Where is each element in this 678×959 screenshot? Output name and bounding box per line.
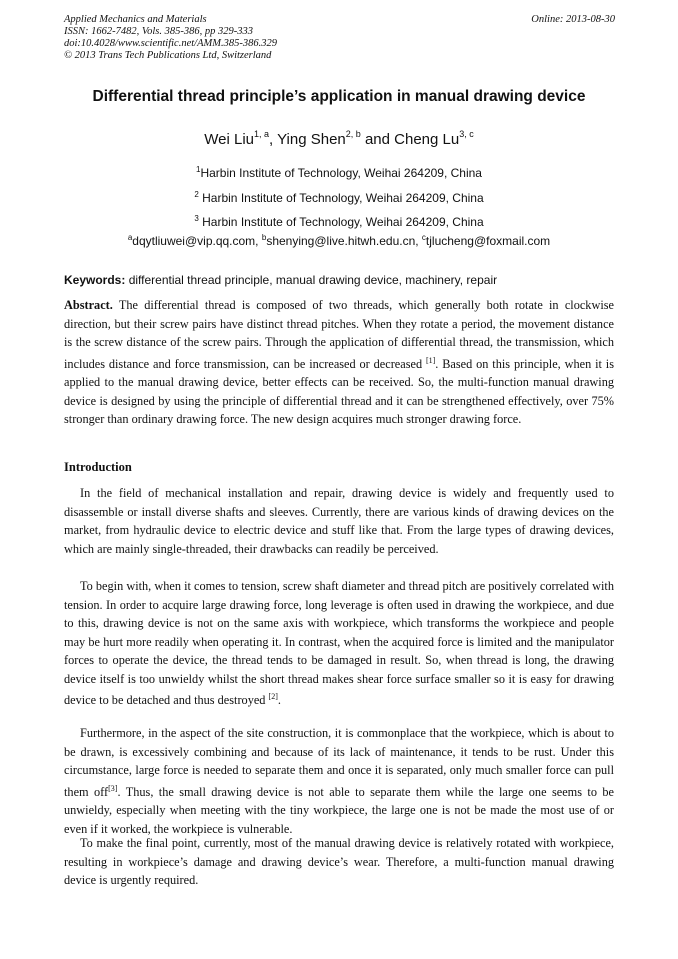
affiliation-text: Harbin Institute of Technology, Weihai 264209, China	[198, 215, 484, 229]
intro-paragraph-2	[64, 577, 614, 710]
author-mark: 3, c	[459, 129, 474, 139]
journal-header	[64, 14, 277, 62]
author-name: Wei Liu	[204, 131, 254, 148]
citation-ref: [2]	[268, 692, 278, 701]
author-mark: 1, a	[254, 129, 270, 139]
affiliation-text: Harbin Institute of Technology, Weihai 264209, China	[198, 191, 484, 205]
affiliation-3	[0, 214, 678, 229]
author-separator: and	[360, 131, 395, 148]
author-line	[0, 129, 678, 148]
email-mark: a	[127, 233, 133, 242]
email-mark: b	[261, 233, 267, 242]
intro-paragraph-4: To make the final point, currently, most of the manual drawing device is relatively rotated with workpiece, resulting in workpiece’s damage and drawing device’s wear. Therefore, a multi-function manual drawing device is urgently required.	[64, 836, 614, 887]
author-separator: ,	[269, 131, 278, 148]
affiliation-mark: 2	[194, 190, 199, 199]
author-mark: 2, b	[345, 129, 361, 139]
keywords-label: Keywords:	[64, 273, 126, 287]
abstract-label: Abstract.	[64, 298, 113, 312]
online-date: Online: 2013-08-30	[531, 14, 615, 25]
abstract-paragraph	[64, 296, 614, 429]
affiliation-text: Harbin Institute of Technology, Weihai 264209, China	[200, 166, 482, 180]
paper-title: Differential thread principle’s application in manual drawing device	[92, 88, 586, 105]
intro-paragraph-1: In the field of mechanical installation and repair, drawing device is widely and frequently used to disassemble or install diverse shafts and sleeves. Currently, there are various kinds of drawing devices on the market, from hydraulic device to electric device and stuff like that. From the large types of drawing devices, which are mainly single-threaded, their drawbacks can readily be perceived.	[64, 486, 614, 556]
journal-name: Applied Mechanics and Materials	[64, 14, 207, 25]
section-heading: Introduction	[64, 460, 132, 474]
author-name: Ying Shen	[277, 131, 346, 148]
issn-line: ISSN: 1662-7482, Vols. 385-386, pp 329-333	[64, 26, 253, 37]
paragraph-text: Furthermore, in the aspect of the site construction, it is commonplace that the workpiece, which is about to be drawn, is excessively combining and because of its lack of maintenance, it tends to be rust. Under this circumstance, large force is needed to separate them and once it is separated, only much smaller force can pull them off	[64, 726, 614, 799]
citation-ref: [3]	[108, 783, 118, 793]
keywords-line	[64, 273, 616, 287]
intro-paragraph-3	[64, 724, 614, 838]
email-address: shenying@live.hitwh.edu.cn,	[266, 234, 422, 248]
affiliation-mark: 1	[196, 165, 201, 174]
keywords-text: differential thread principle, manual drawing device, machinery, repair	[125, 273, 498, 287]
abstract-text: The differential thread is composed of two threads, which generally both rotate in clockwise direction, but their screw pairs have distinct thread pitches. When they rotate a period, the movement distance is the screw distance of the screw pairs. Through the application of differential thread, the transmission, which includes distance and force transmission, can be increased or decreased	[64, 298, 614, 371]
affiliation-1	[0, 165, 678, 180]
paragraph-text: To begin with, when it comes to tension, screw shaft diameter and thread pitch are positively correlated with tension. In order to acquire large drawing force, long leverage is often used in drawing the workpiece, and due to this, drawing device is not on the same axis with workpiece, which transforms the workpiece and people may be hurt more readily when operating it. In contrast, when the acquired force is limited and the manipulator forces to operate the device, the thread tends to be damaged in result. So, when thread is long, the drawing device itself is too unwieldy whilst the short thread makes shear force surface smaller so it is easy for drawing device to be detached and thus destroyed	[64, 579, 614, 707]
email-mark: c	[421, 233, 426, 242]
paragraph-text: . Thus, the small drawing device is not able to separate them while the large one seems to be unwieldy, especially when meeting with the tiny workpiece, the large one is not be made the most use of or even if it worked, the workpiece is vulnerable.	[64, 784, 614, 836]
abstract-text: . Based on this principle, when it is applied to the manual drawing device, better effects can be received. So, the multi-function manual drawing device is designed by using the principle of differential thread and it can be strengthened effectively, over 75% stronger than ordinary drawing force. The new design acquires much stronger drawing force.	[64, 356, 614, 426]
citation-ref: [1]	[425, 355, 436, 365]
email-address: dqytliuwei@vip.qq.com,	[132, 234, 262, 248]
email-line	[0, 233, 678, 248]
doi-line: doi:10.4028/www.scientific.net/AMM.385-386.329	[64, 38, 277, 49]
copyright-line: © 2013 Trans Tech Publications Ltd, Switzerland	[64, 50, 272, 61]
affiliation-mark: 3	[194, 214, 199, 223]
affiliation-2	[0, 190, 678, 205]
paragraph-text: .	[277, 693, 281, 707]
email-address: tjlucheng@foxmail.com	[425, 234, 551, 248]
author-name: Cheng Lu	[394, 131, 460, 148]
